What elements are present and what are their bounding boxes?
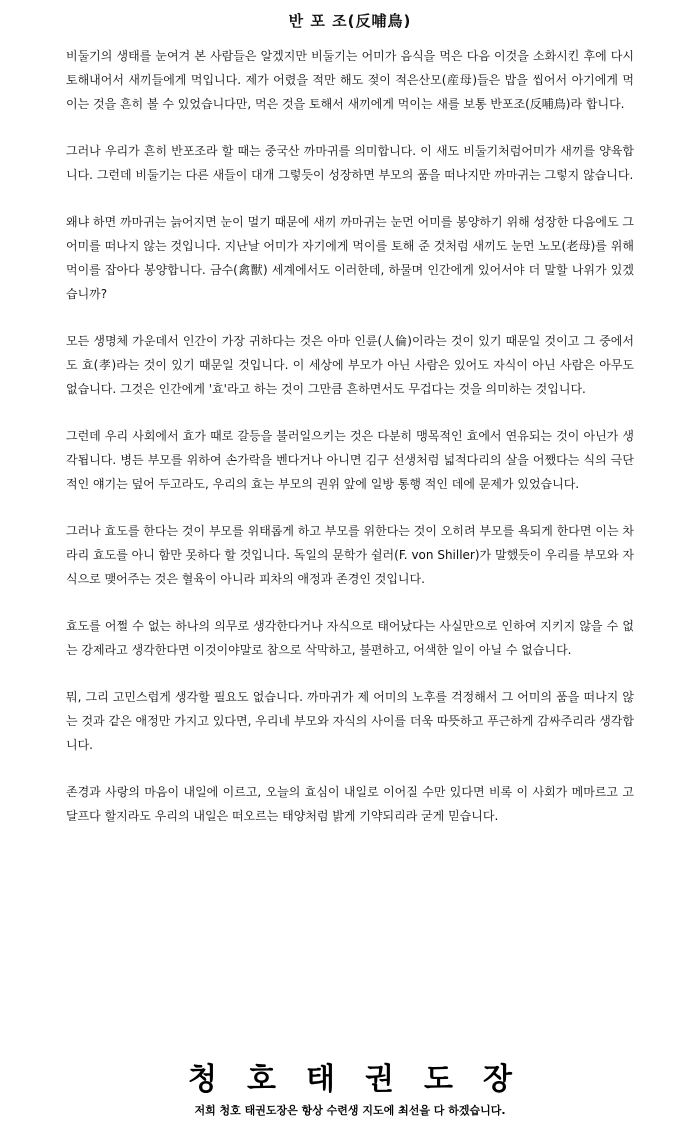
- paragraph-9: 존경과 사랑의 마음이 내일에 이르고, 오늘의 효심이 내일로 이어질 수만 있다면 비록 이 사회가 메마르고 고달프다 할지라도 우리의 내일은 떠오르는 태양처럼 밝게 기약되리라 굳게 믿습니다.: [66, 785, 634, 823]
- document-title: 반 포 조(反哺鳥): [288, 12, 412, 30]
- paragraph-7: 효도를 어쩔 수 없는 하나의 의무로 생각한다거나 자식으로 태어났다는 사실만으로 인하여 지키지 않을 수 없는 강제라고 생각한다면 이것이야말로 참으로 삭막하고, 불편하고, 어색한 일이 아닐 수 없습니다.: [66, 619, 634, 657]
- dojang-slogan: 저희 청호 태권도장은 항상 수련생 지도에 최선을 다 하겠습니다.: [194, 1104, 506, 1117]
- document-body: [66, 44, 634, 851]
- paragraph-5: 그런데 우리 사회에서 효가 때로 갈등을 불러일으키는 것은 다분히 맹목적인 효에서 연유되는 것이 아닌가 생각됩니다. 병든 부모를 위하여 손가락을 벤다거나 아니면 김구 선생처럼 넓적다리의 살을 어쨌다는 식의 극단적인 얘기는 덮어 두고라도, 우리의 효는 부모의 권위 앞에 일방 통행 적인 데에 문제가 있었습니다.: [66, 429, 634, 491]
- paragraph-4: 모든 생명체 가운데서 인간이 가장 귀하다는 것은 아마 인륜(人倫)이라는 것이 있기 때문일 것이고 그 중에서도 효(孝)라는 것이 있기 때문일 것입니다. 이 세상에 부모가 아닌 사람은 있어도 자식이 아닌 사람은 아무도 없습니다. 그것은 인간에게 '효'라고 하는 것이 그만큼 흔하면서도 무겁다는 것을 의미하는 것입니다.: [66, 334, 634, 396]
- dojang-name: 청호태권도장: [188, 1062, 542, 1097]
- paragraph-2: 그러나 우리가 흔히 반포조라 할 때는 중국산 까마귀를 의미합니다. 이 새도 비둘기처럼어미가 새끼를 양육합니다. 그런데 비둘기는 다른 새들이 대개 그렇듯이 성장하면 부모의 품을 떠나지만 까마귀는 그렇지 않습니다.: [66, 144, 634, 182]
- paragraph-8: 뭐, 그리 고민스럽게 생각할 필요도 없습니다. 까마귀가 제 어미의 노후를 걱정해서 그 어미의 품을 떠나지 않는 것과 같은 애정만 가지고 있다면, 우리네 부모와 자식의 사이를 더욱 따뜻하고 푸근하게 감싸주리라 생각합니다.: [66, 690, 634, 752]
- paragraph-3: 왜냐 하면 까마귀는 늙어지면 눈이 멀기 때문에 새끼 까마귀는 눈먼 어미를 봉양하기 위해 성장한 다음에도 그 어미를 떠나지 않는 것입니다. 지난날 어미가 자기에게 먹이를 토해 준 것처럼 새끼도 눈먼 노모(老母)를 위해 먹이를 잡아다 봉양합니다. 금수(禽獸) 세계에서도 이러한데, 하물며 인간에게 있어서야 더 말할 나위가 있겠습니까?: [66, 215, 634, 301]
- paragraph-6: 그러나 효도를 한다는 것이 부모를 위태롭게 하고 부모를 위한다는 것이 오히려 부모를 욕되게 한다면 이는 차라리 효도를 아니 함만 못하다 할 것입니다. 독일의 문학가 쉴러(F. von Shiller)가 말했듯이 우리를 부모와 자식으로 맺어주는 것은 혈육이 아니라 피차의 애정과 존경인 것입니다.: [66, 524, 634, 586]
- paragraph-1: 비둘기의 생태를 눈여겨 본 사람들은 알겠지만 비둘기는 어미가 음식을 먹은 다음 이것을 소화시킨 후에 다시 토해내어서 새끼들에게 먹입니다. 제가 어렸을 적만 해도 젖이 적은산모(産母)들은 밥을 씹어서 아기에게 먹이는 것을 흔히 볼 수 있었습니다만, 먹은 것을 토해서 새끼에게 먹이는 새를 보통 반포조(反哺鳥)라 합니다.: [66, 49, 634, 111]
